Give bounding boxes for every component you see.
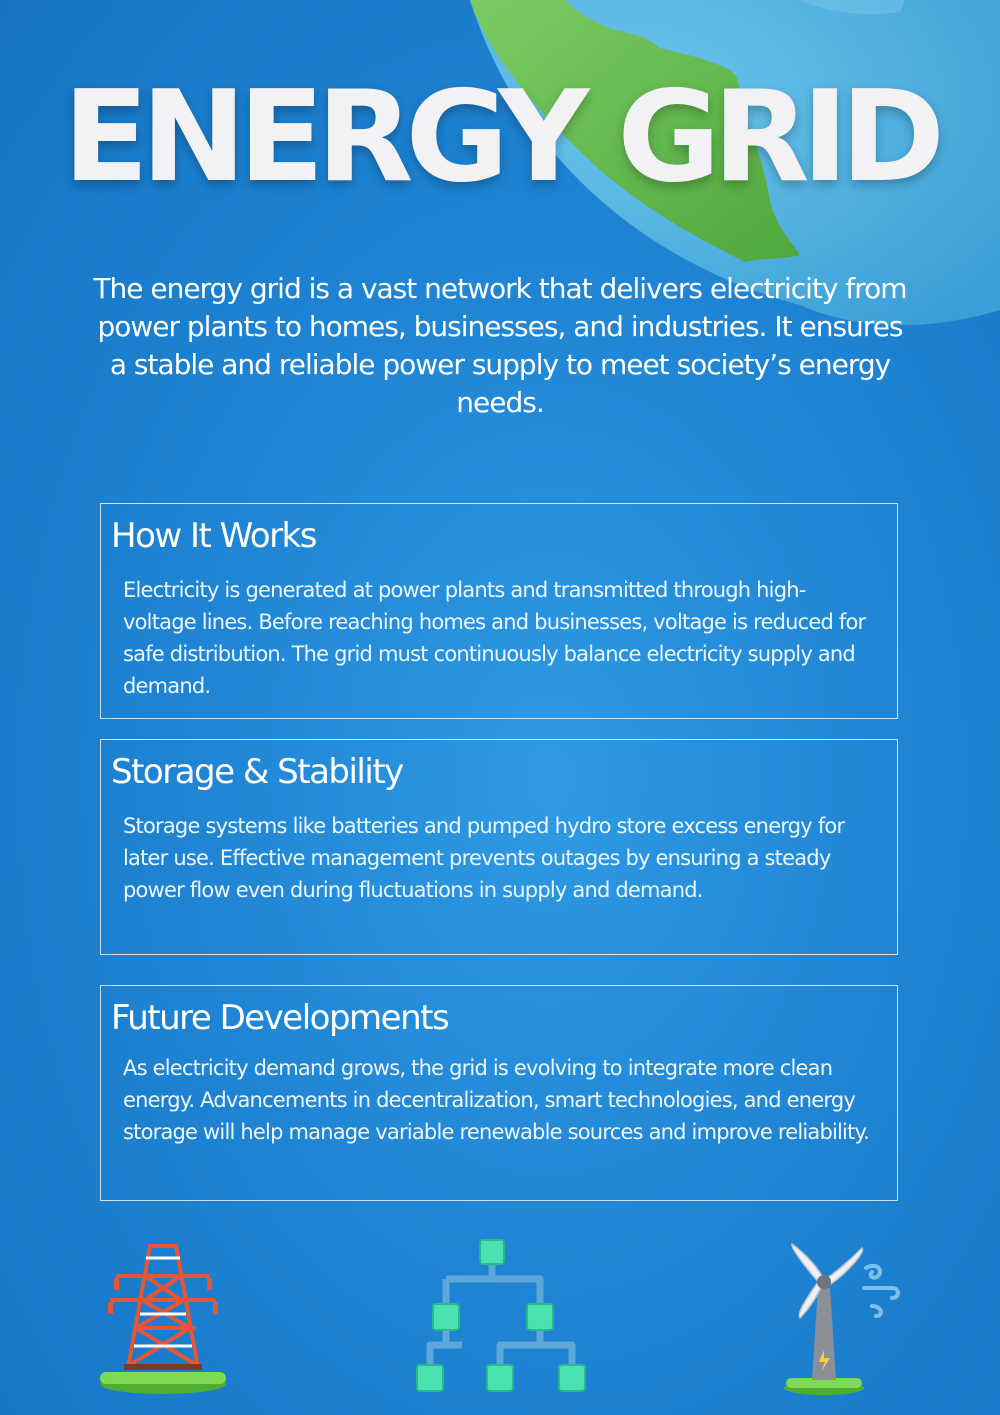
wind-turbine-icon: [780, 1240, 904, 1396]
section-body: Electricity is generated at power plants and transmitted through high-voltage lines. Before reaching homes and businesses, voltage is reduced for safe distribution. The grid must continuously balance electricity supply and demand.: [123, 578, 866, 698]
section-card-storage-stability: [100, 739, 898, 955]
section-card-future-developments: [100, 985, 898, 1201]
section-body: As electricity demand grows, the grid is evolving to integrate more clean energy. Advancements in decentralization, smart technologies, and energy storage will help manage variable renewable sources and improve reliability.: [123, 1056, 870, 1144]
section-heading: Future Developments: [111, 998, 449, 1038]
page-title: ENERGY GRID: [62, 63, 938, 210]
section-heading: How It Works: [111, 516, 316, 556]
section-card-how-it-works: [100, 503, 898, 719]
network-hierarchy-icon: [412, 1237, 588, 1395]
transmission-tower-icon: [98, 1238, 228, 1396]
intro-paragraph: The energy grid is a vast network that delivers electricity from power plants to homes, businesses, and industries. It ensures a stable and reliable power supply to meet society’s energy needs.: [93, 272, 907, 419]
section-body: Storage systems like batteries and pumped hydro store excess energy for later use. Effective management prevents outages by ensuring a steady power flow even during fluctuations in supply and demand.: [123, 814, 845, 902]
section-heading: Storage & Stability: [111, 752, 403, 792]
